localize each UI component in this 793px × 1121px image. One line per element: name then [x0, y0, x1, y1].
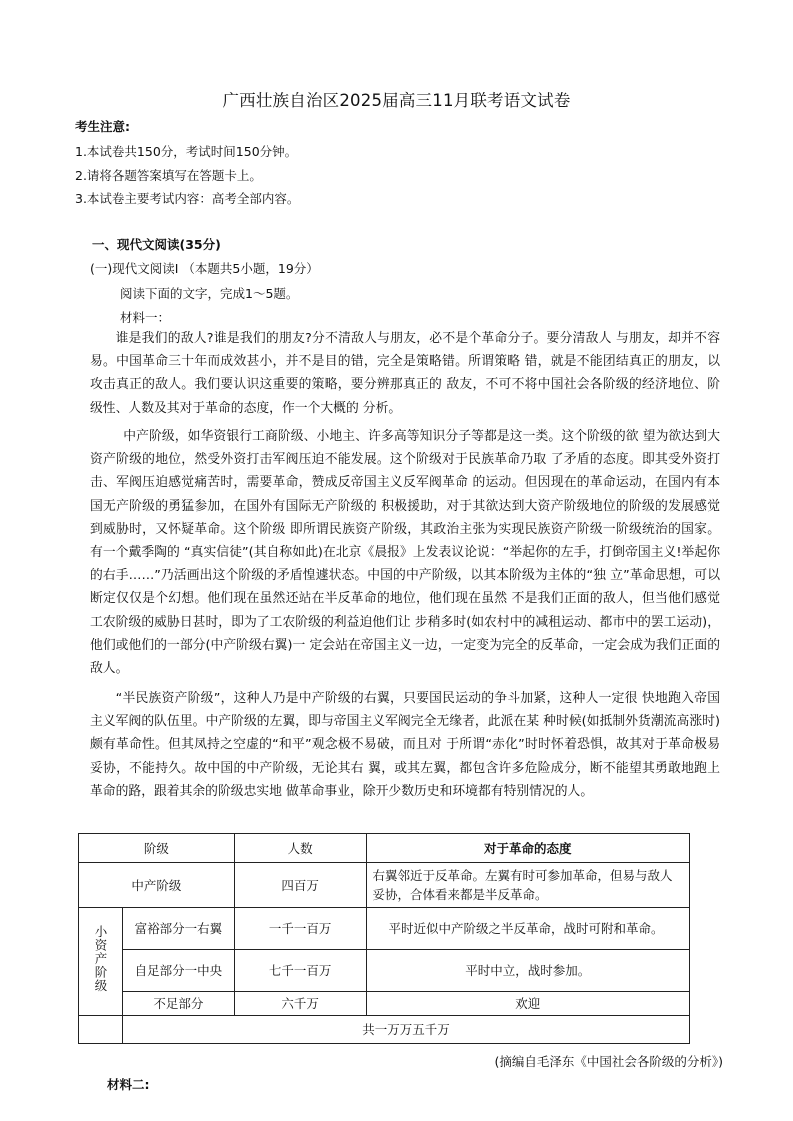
class-name-cell: 自足部分一中央 — [122, 950, 234, 992]
material-label: 材料二: — [107, 1077, 150, 1092]
class-name-cell: 富裕部分一右翼 — [122, 908, 234, 950]
count-cell: 一千一百万 — [234, 908, 366, 950]
count-cell: 六千万 — [234, 992, 366, 1016]
table-row — [79, 950, 690, 992]
header-cell: 对于革命的态度 — [366, 834, 689, 863]
group-label-cell — [79, 908, 123, 1016]
notice-item: 2.请将各题答案填写在答题卡上。 — [75, 168, 262, 183]
attitude-cell: 欢迎 — [366, 992, 689, 1016]
attitude-cell: 平时中立，战时参加。 — [366, 950, 689, 992]
table-header-row — [79, 834, 690, 863]
total-cell: 共一万万五千万 — [122, 1016, 689, 1044]
material-label: 材料一： — [120, 310, 171, 325]
notice-item: 3.本试卷主要考试内容：高考全部内容。 — [75, 191, 300, 206]
attitude-cell: 右翼邻近于反革命。左翼有时可参加革命，但易与敌人 妥协，合体看来都是半反革命。 — [366, 863, 689, 908]
table-row — [79, 992, 690, 1016]
notice-item: 1.本试卷共150分，考试时间150分钟。 — [75, 144, 298, 159]
class-name-cell: 中产阶级 — [79, 863, 235, 908]
petty-bourgeois-label: 小资产阶级 — [92, 925, 108, 993]
table-row — [79, 908, 690, 950]
instruction-text: 阅读下面的文字，完成1～5题。 — [120, 286, 299, 301]
paragraph: “半民族资产阶级”，这种人乃是中产阶级的右翼，只要国民运动的争斗加紧，这种人一定很 快地跑入帝国主义军阀的队伍里。中产阶级的左翼，即与帝国主义军阀完全无缘者，此派在某 种时候(如抵制外货潮流高涨时)颇有革命性。但其凤持之空虚的“和平”观念极不易破，而且对 于所谓“赤化”时时怀着恐惧，故其对于革命极易妥协，不能持久。故中国的中产阶级，无论其右 翼，或其左翼，都包含许多危险成分，断不能望其勇敢地跑上革命的路，跟着其余的阶级忠实地 做革命事业，除开少数历史和环境都有特别情况的人。 — [90, 691, 720, 799]
class-analysis-table — [78, 833, 690, 1044]
exam-title: 广西壮族自治区2025届高三11月联考语文试卷 — [222, 91, 571, 110]
table-row — [79, 863, 690, 908]
attitude-cell: 平时近似中产阶级之半反革命，战时可附和革命。 — [366, 908, 689, 950]
table-total-row — [79, 1016, 690, 1044]
paragraph: 中产阶级，如华资银行工商阶级、小地主、许多高等知识分子等都是这一类。这个阶级的欲 望为欲达到大资产阶级的地位，然受外资打击军阀压迫不能发展。这个阶级对于民族革命乃取 了矛盾的态度。即其受外资打击、军阀压迫感觉痛苦时，需要革命，赞成反帝国主义反军阀革命 的运动。但因现在的革命运动，在国内有本国无产阶级的勇猛参加，在国外有国际无产阶级的 积极援助，对于其欲达到大资产阶级地位的阶级的发展感觉到威胁时，又怀疑革命。这个阶级 即所谓民族资产阶级，其政治主张为实现民族资产阶级一阶级统治的国家。有一个戴季陶的 “真实信徒”(其自称如此)在北京《晨报》上发表议论说：“举起你的左手，打倒帝国主义!举起你 的右手……”乃活画出这个阶级的矛盾惶遽状态。中国的中产阶级，以其本阶级为主体的“独 立”革命思想，可以断定仅仅是个幻想。他们现在虽然还站在半反革命的地位，他们现在虽然 不是我们正面的敌人，但当他们感觉工农阶级的威胁日甚时，即为了工农阶级的利益迫他们让 步稍多时(如农村中的减租运动、都市中的罢工运动)，他们或他们的一部分(中产阶级右翼)一 定会站在帝国主义一边，一定变为完全的反革命，一定会成为我们正面的敌人。 — [90, 429, 720, 677]
count-cell: 四百万 — [234, 863, 366, 908]
paragraph: 谁是我们的敌人?谁是我们的朋友?分不清敌人与朋友，必不是个革命分子。要分清敌人 与朋友，却并不容易。中国革命三十年而成效甚小，并不是目的错，完全是策略错。所谓策略 错，就是不能团结真正的朋友，以攻击真正的敌人。我们要认识这重要的策略，要分辨那真正的 敌友，不可不将中国社会各阶级的经济地位、阶级性、人数及其对于革命的态度，作一个大概的 分析。 — [90, 331, 720, 416]
header-cell: 人数 — [234, 834, 366, 863]
subsection-heading: (一)现代文阅读I （本题共5小题，19分） — [90, 261, 319, 276]
blank-cell — [79, 1016, 123, 1044]
section-heading: 一、现代文阅读(35分) — [92, 237, 221, 252]
class-name-cell: 不足部分 — [122, 992, 234, 1016]
header-cell: 阶级 — [79, 834, 235, 863]
notice-heading: 考生注意: — [75, 119, 130, 134]
count-cell: 七千一百万 — [234, 950, 366, 992]
source-citation: (摘编自毛泽东《中国社会各阶级的分析》) — [494, 1054, 723, 1069]
